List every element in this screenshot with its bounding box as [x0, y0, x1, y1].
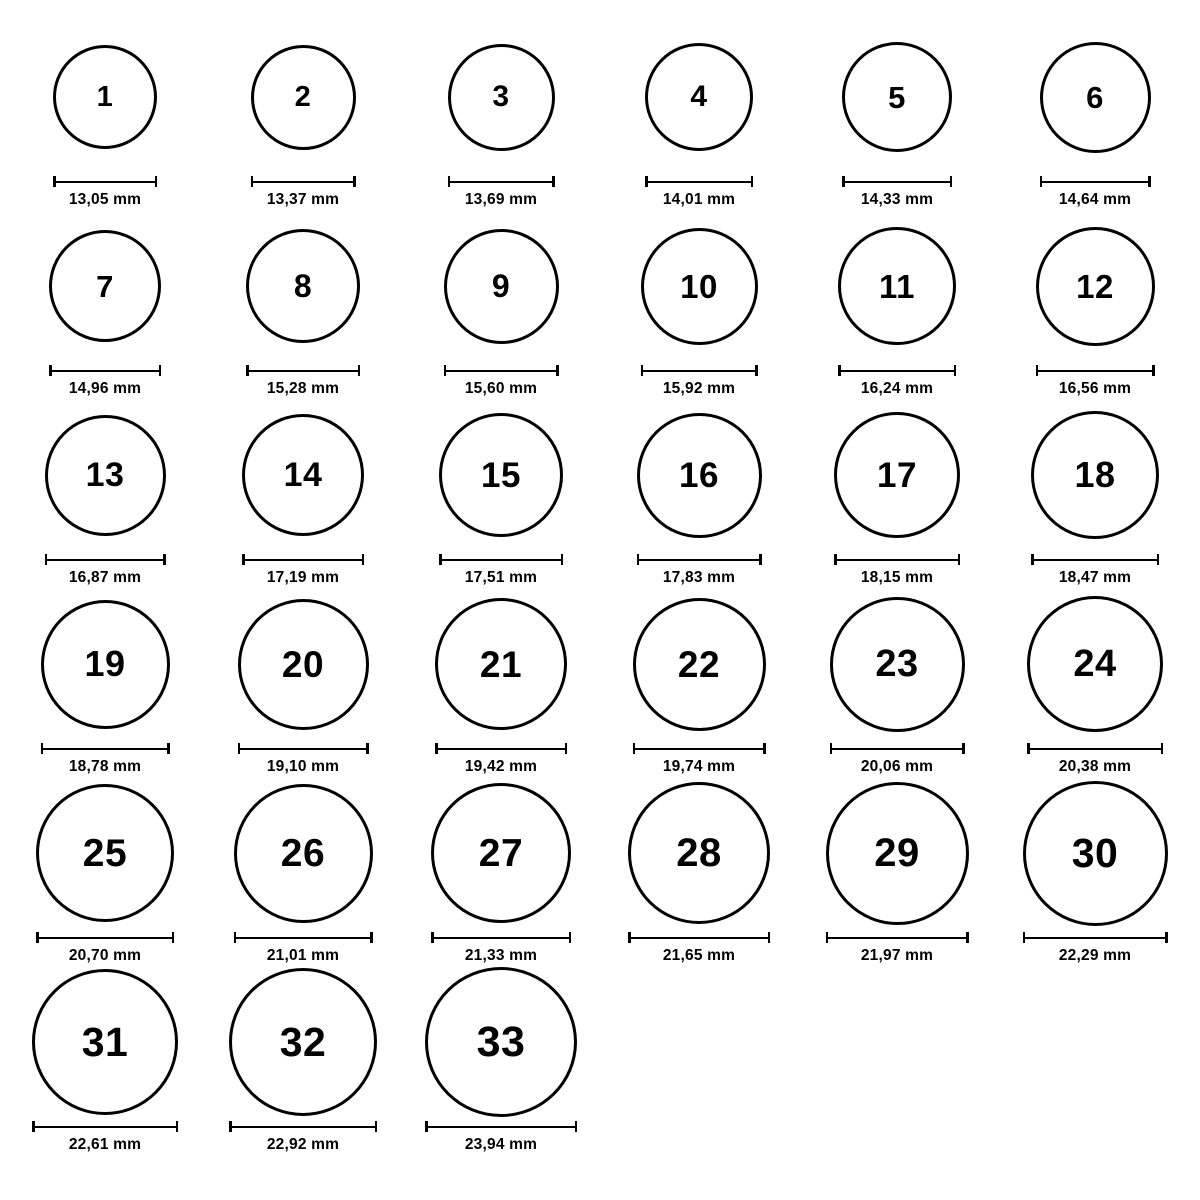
ring-size-number: 33	[476, 1017, 526, 1066]
measure-cap-left	[45, 554, 48, 565]
measure-cap-left	[1027, 743, 1030, 754]
ring-size-cell	[10, 22, 200, 211]
measure-cap-left	[1023, 932, 1026, 943]
ring-size-cell	[604, 400, 794, 589]
measure-cap-left	[1031, 554, 1034, 565]
diameter-label: 13,05 mm	[68, 191, 142, 208]
ring-circle-icon	[41, 600, 170, 729]
ring-circle-wrap	[633, 589, 766, 739]
measure-line	[637, 559, 762, 562]
ring-size-number: 9	[491, 268, 511, 304]
ring-circle-wrap	[41, 589, 170, 739]
measure-cap-left	[36, 932, 39, 943]
measure-cap-right	[358, 365, 361, 376]
ring-circle-wrap	[628, 778, 770, 928]
measure-line	[49, 370, 161, 373]
ring-circle-icon	[645, 43, 753, 151]
ring-size-number: 7	[96, 268, 114, 304]
ring-size-cell	[406, 211, 596, 400]
diameter-measure-bar	[41, 741, 170, 755]
measure-cap-left	[53, 176, 56, 187]
diameter-label: 21,97 mm	[860, 947, 934, 964]
measure-line	[238, 748, 369, 751]
ring-circle-wrap	[251, 22, 356, 172]
ring-circle-icon	[32, 969, 178, 1115]
measure-cap-right	[565, 743, 568, 754]
ring-circle-icon	[53, 45, 157, 149]
ring-size-number: 10	[680, 267, 718, 305]
ring-circle-icon	[834, 412, 960, 538]
diameter-label: 21,33 mm	[464, 947, 538, 964]
ring-size-number: 15	[481, 455, 521, 495]
ring-size-number: 19	[84, 643, 126, 684]
ring-size-cell	[802, 589, 992, 778]
ring-size-cell	[406, 778, 596, 967]
ring-circle-wrap	[448, 22, 555, 172]
ring-size-cell	[406, 967, 596, 1156]
measure-cap-right	[561, 554, 564, 565]
measure-cap-right	[163, 554, 166, 565]
ring-size-number: 24	[1073, 643, 1117, 685]
measure-line	[834, 559, 960, 562]
measure-cap-right	[954, 365, 957, 376]
diameter-label: 18,78 mm	[68, 758, 142, 775]
measure-cap-right	[167, 743, 170, 754]
ring-circle-wrap	[238, 589, 369, 739]
diameter-label: 20,70 mm	[68, 947, 142, 964]
ring-size-number: 16	[679, 455, 719, 495]
ring-circle-wrap	[830, 589, 965, 739]
ring-circle-wrap	[234, 778, 373, 928]
measure-cap-right	[1165, 932, 1168, 943]
measure-line	[435, 748, 567, 751]
ring-circle-wrap	[431, 778, 571, 928]
diameter-measure-bar	[448, 174, 555, 188]
ring-size-cell	[208, 400, 398, 589]
ring-circle-icon	[842, 42, 952, 152]
ring-size-number: 4	[690, 80, 708, 113]
measure-cap-right	[569, 932, 572, 943]
diameter-label: 13,69 mm	[464, 191, 538, 208]
diameter-label: 22,29 mm	[1058, 947, 1132, 964]
diameter-label: 14,96 mm	[68, 380, 142, 397]
measure-cap-left	[444, 365, 447, 376]
ring-size-cell	[406, 400, 596, 589]
ring-circle-icon	[425, 967, 577, 1117]
ring-size-cell	[1000, 400, 1190, 589]
ring-size-cell	[802, 778, 992, 967]
ring-circle-wrap	[842, 22, 952, 172]
measure-cap-right	[176, 1121, 179, 1132]
diameter-measure-bar	[826, 930, 969, 944]
measure-cap-right	[759, 554, 762, 565]
diameter-measure-bar	[830, 741, 965, 755]
ring-circle-icon	[838, 227, 956, 345]
ring-size-cell	[10, 400, 200, 589]
measure-line	[439, 559, 563, 562]
measure-line	[826, 937, 969, 940]
measure-cap-right	[366, 743, 369, 754]
measure-cap-left	[1040, 176, 1043, 187]
diameter-label: 21,65 mm	[662, 947, 736, 964]
ring-circle-icon	[435, 598, 567, 730]
ring-size-cell	[802, 400, 992, 589]
ring-circle-wrap	[242, 400, 364, 550]
ring-size-number: 31	[81, 1018, 129, 1065]
diameter-measure-bar	[1036, 363, 1155, 377]
diameter-measure-bar	[1040, 174, 1151, 188]
ring-size-grid	[0, 22, 1200, 1156]
ring-circle-icon	[431, 783, 571, 923]
ring-size-cell	[208, 211, 398, 400]
ring-size-cell	[208, 778, 398, 967]
measure-cap-right	[755, 365, 758, 376]
measure-line	[838, 370, 956, 373]
diameter-measure-bar	[32, 1119, 178, 1133]
measure-line	[628, 937, 770, 940]
measure-line	[1036, 370, 1155, 373]
ring-size-number: 22	[677, 643, 721, 685]
diameter-label: 16,87 mm	[68, 569, 142, 586]
diameter-measure-bar	[645, 174, 753, 188]
diameter-measure-bar	[242, 552, 364, 566]
measure-cap-right	[556, 365, 559, 376]
diameter-measure-bar	[431, 930, 571, 944]
ring-size-cell	[10, 589, 200, 778]
ring-size-cell	[10, 967, 200, 1156]
ring-circle-icon	[49, 230, 161, 342]
measure-cap-left	[251, 176, 254, 187]
measure-cap-right	[155, 176, 158, 187]
ring-circle-icon	[1027, 596, 1163, 732]
diameter-label: 17,19 mm	[266, 569, 340, 586]
measure-cap-left	[246, 365, 249, 376]
diameter-measure-bar	[36, 930, 174, 944]
ring-circle-wrap	[435, 589, 567, 739]
measure-cap-right	[1148, 176, 1151, 187]
ring-size-number: 23	[875, 643, 919, 685]
ring-size-number: 2	[294, 80, 312, 113]
measure-line	[425, 1126, 577, 1129]
measure-cap-left	[1036, 365, 1039, 376]
measure-cap-right	[958, 554, 961, 565]
ring-circle-wrap	[1027, 589, 1163, 739]
ring-circle-icon	[830, 597, 965, 732]
measure-line	[645, 181, 753, 184]
ring-size-number: 12	[1076, 267, 1114, 305]
diameter-label: 21,01 mm	[266, 947, 340, 964]
diameter-measure-bar	[435, 741, 567, 755]
measure-line	[641, 370, 758, 373]
diameter-measure-bar	[439, 552, 563, 566]
diameter-label: 19,42 mm	[464, 758, 538, 775]
measure-cap-left	[234, 932, 237, 943]
measure-cap-left	[425, 1121, 428, 1132]
measure-line	[444, 370, 559, 373]
ring-size-cell	[1000, 22, 1190, 211]
measure-cap-left	[49, 365, 52, 376]
ring-circle-wrap	[1023, 778, 1168, 928]
measure-line	[32, 1126, 178, 1129]
diameter-measure-bar	[229, 1119, 377, 1133]
ring-circle-icon	[1023, 781, 1168, 926]
diameter-label: 18,47 mm	[1058, 569, 1132, 586]
ring-size-number: 14	[283, 456, 323, 494]
ring-size-number: 26	[280, 831, 326, 875]
measure-cap-right	[1152, 365, 1155, 376]
diameter-measure-bar	[45, 552, 166, 566]
ring-circle-wrap	[49, 211, 161, 361]
diameter-measure-bar	[1027, 741, 1163, 755]
measure-cap-left	[238, 743, 241, 754]
measure-cap-left	[830, 743, 833, 754]
measure-cap-left	[242, 554, 245, 565]
measure-line	[45, 559, 166, 562]
diameter-measure-bar	[53, 174, 157, 188]
ring-size-cell	[1000, 589, 1190, 778]
ring-circle-wrap	[641, 211, 758, 361]
ring-size-cell	[802, 22, 992, 211]
ring-circle-icon	[251, 45, 356, 150]
diameter-label: 22,92 mm	[266, 1136, 340, 1153]
ring-circle-wrap	[45, 400, 166, 550]
measure-line	[41, 748, 170, 751]
ring-circle-icon	[1031, 411, 1159, 539]
diameter-label: 20,38 mm	[1058, 758, 1132, 775]
ring-size-number: 28	[676, 831, 722, 875]
measure-cap-right	[370, 932, 373, 943]
ring-size-number: 8	[293, 268, 313, 304]
diameter-label: 16,24 mm	[860, 380, 934, 397]
ring-size-cell	[604, 22, 794, 211]
measure-line	[431, 937, 571, 940]
ring-size-number: 25	[82, 831, 128, 875]
diameter-measure-bar	[238, 741, 369, 755]
measure-cap-left	[637, 554, 640, 565]
ring-size-cell	[10, 211, 200, 400]
diameter-measure-bar	[234, 930, 373, 944]
measure-cap-right	[159, 365, 162, 376]
measure-cap-left	[641, 365, 644, 376]
diameter-label: 19,74 mm	[662, 758, 736, 775]
ring-circle-icon	[628, 782, 770, 924]
measure-line	[1027, 748, 1163, 751]
measure-line	[234, 937, 373, 940]
ring-circle-icon	[234, 784, 373, 923]
measure-cap-left	[439, 554, 442, 565]
measure-cap-right	[552, 176, 555, 187]
ring-circle-wrap	[1036, 211, 1155, 361]
measure-line	[633, 748, 766, 751]
ring-circle-wrap	[425, 967, 577, 1117]
ring-circle-wrap	[826, 778, 969, 928]
diameter-label: 14,01 mm	[662, 191, 736, 208]
measure-cap-left	[41, 743, 44, 754]
ring-size-cell	[1000, 211, 1190, 400]
diameter-label: 13,37 mm	[266, 191, 340, 208]
measure-line	[53, 181, 157, 184]
ring-size-cell	[406, 589, 596, 778]
diameter-label: 20,06 mm	[860, 758, 934, 775]
diameter-label: 15,60 mm	[464, 380, 538, 397]
ring-circle-icon	[439, 413, 563, 537]
ring-size-number: 18	[1074, 454, 1116, 495]
measure-cap-left	[431, 932, 434, 943]
measure-cap-left	[838, 365, 841, 376]
ring-size-number: 3	[492, 80, 510, 113]
measure-cap-right	[962, 743, 965, 754]
diameter-label: 23,94 mm	[464, 1136, 538, 1153]
measure-cap-left	[834, 554, 837, 565]
ring-size-cell	[208, 589, 398, 778]
diameter-label: 16,56 mm	[1058, 380, 1132, 397]
ring-size-cell	[10, 778, 200, 967]
measure-cap-right	[763, 743, 766, 754]
ring-circle-icon	[45, 415, 166, 536]
ring-size-number: 32	[279, 1018, 327, 1065]
measure-cap-right	[1157, 554, 1160, 565]
ring-circle-icon	[637, 413, 762, 538]
measure-cap-right	[172, 932, 175, 943]
ring-circle-icon	[238, 599, 369, 730]
diameter-measure-bar	[838, 363, 956, 377]
ring-circle-icon	[641, 228, 758, 345]
diameter-label: 15,28 mm	[266, 380, 340, 397]
measure-cap-left	[435, 743, 438, 754]
measure-cap-right	[353, 176, 356, 187]
diameter-label: 18,15 mm	[860, 569, 934, 586]
ring-size-cell	[406, 22, 596, 211]
ring-size-cell	[604, 211, 794, 400]
ring-size-cell	[802, 211, 992, 400]
measure-cap-left	[229, 1121, 232, 1132]
measure-line	[242, 559, 364, 562]
ring-circle-icon	[1040, 42, 1151, 153]
ring-circle-wrap	[838, 211, 956, 361]
ring-circle-wrap	[834, 400, 960, 550]
measure-cap-right	[362, 554, 365, 565]
measure-cap-left	[842, 176, 845, 187]
ring-size-number: 13	[85, 456, 125, 494]
ring-circle-wrap	[53, 22, 157, 172]
ring-size-cell	[604, 589, 794, 778]
ring-size-number: 1	[96, 80, 114, 113]
diameter-measure-bar	[834, 552, 960, 566]
diameter-label: 14,33 mm	[860, 191, 934, 208]
diameter-label: 17,83 mm	[662, 569, 736, 586]
ring-size-number: 21	[479, 643, 523, 685]
ring-circle-wrap	[32, 967, 178, 1117]
measure-cap-right	[768, 932, 771, 943]
ring-size-number: 27	[478, 831, 524, 875]
measure-cap-left	[826, 932, 829, 943]
ring-circle-wrap	[246, 211, 360, 361]
ring-size-number: 20	[281, 643, 325, 685]
diameter-label: 22,61 mm	[68, 1136, 142, 1153]
diameter-label: 17,51 mm	[464, 569, 538, 586]
ring-size-number: 30	[1071, 829, 1119, 876]
measure-cap-right	[375, 1121, 378, 1132]
ring-size-number: 5	[888, 79, 906, 115]
measure-line	[229, 1126, 377, 1129]
ring-circle-wrap	[444, 211, 559, 361]
measure-cap-right	[966, 932, 969, 943]
diameter-measure-bar	[49, 363, 161, 377]
diameter-measure-bar	[641, 363, 758, 377]
measure-line	[448, 181, 555, 184]
ring-circle-wrap	[229, 967, 377, 1117]
ring-circle-wrap	[36, 778, 174, 928]
measure-line	[251, 181, 356, 184]
ring-circle-icon	[826, 782, 969, 925]
diameter-measure-bar	[1031, 552, 1159, 566]
measure-cap-right	[751, 176, 754, 187]
ring-size-number: 6	[1086, 79, 1104, 115]
diameter-label: 15,92 mm	[662, 380, 736, 397]
measure-cap-left	[633, 743, 636, 754]
ring-circle-wrap	[645, 22, 753, 172]
ring-circle-wrap	[439, 400, 563, 550]
ring-size-number: 17	[877, 455, 917, 495]
ring-circle-icon	[444, 229, 559, 344]
measure-cap-right	[950, 176, 953, 187]
diameter-label: 14,64 mm	[1058, 191, 1132, 208]
measure-line	[1023, 937, 1168, 940]
diameter-label: 19,10 mm	[266, 758, 340, 775]
measure-line	[36, 937, 174, 940]
ring-size-number: 11	[879, 267, 915, 305]
diameter-measure-bar	[246, 363, 360, 377]
ring-size-cell	[604, 778, 794, 967]
measure-cap-left	[32, 1121, 35, 1132]
ring-size-cell	[1000, 778, 1190, 967]
ring-size-number: 29	[874, 831, 920, 875]
ring-circle-icon	[242, 414, 364, 536]
ring-circle-icon	[1036, 227, 1155, 346]
diameter-measure-bar	[842, 174, 952, 188]
measure-line	[1040, 181, 1151, 184]
diameter-measure-bar	[1023, 930, 1168, 944]
ring-circle-wrap	[1031, 400, 1159, 550]
diameter-measure-bar	[633, 741, 766, 755]
ring-circle-wrap	[637, 400, 762, 550]
ring-circle-icon	[229, 968, 377, 1116]
measure-line	[1031, 559, 1159, 562]
ring-size-cell	[208, 22, 398, 211]
measure-line	[246, 370, 360, 373]
ring-circle-icon	[448, 44, 555, 151]
diameter-measure-bar	[628, 930, 770, 944]
measure-cap-right	[1161, 743, 1164, 754]
ring-circle-icon	[246, 229, 360, 343]
ring-circle-wrap	[1040, 22, 1151, 172]
measure-cap-left	[645, 176, 648, 187]
diameter-measure-bar	[444, 363, 559, 377]
diameter-measure-bar	[637, 552, 762, 566]
diameter-measure-bar	[251, 174, 356, 188]
measure-line	[842, 181, 952, 184]
measure-line	[830, 748, 965, 751]
ring-circle-icon	[36, 784, 174, 922]
measure-cap-left	[628, 932, 631, 943]
ring-circle-icon	[633, 598, 766, 731]
measure-cap-left	[448, 176, 451, 187]
measure-cap-right	[575, 1121, 578, 1132]
ring-size-cell	[208, 967, 398, 1156]
diameter-measure-bar	[425, 1119, 577, 1133]
